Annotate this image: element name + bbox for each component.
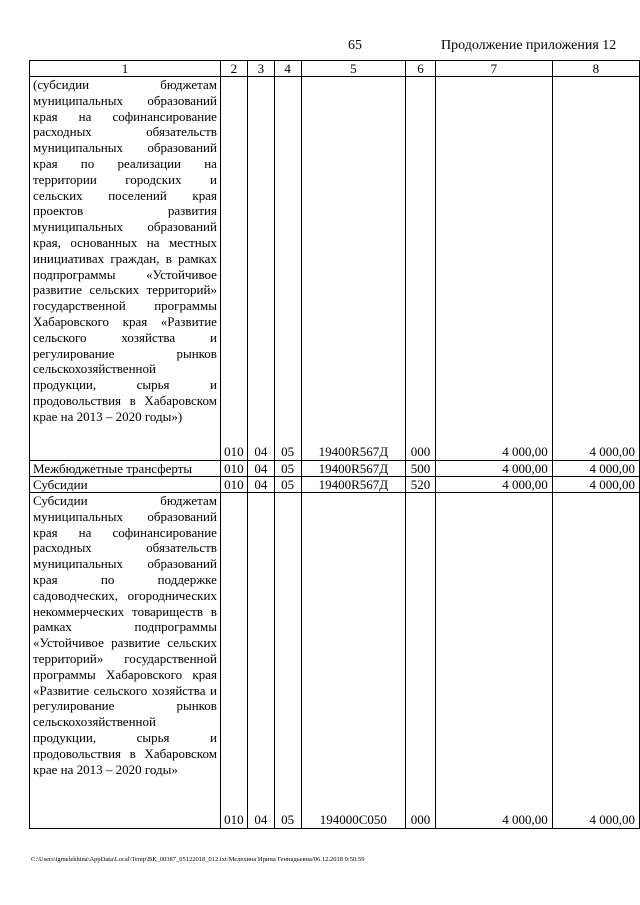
column-header: 2 bbox=[220, 61, 247, 77]
table-header-row bbox=[30, 61, 640, 77]
cell-target-article: 19400R567Д bbox=[301, 77, 405, 461]
cell-subsection: 05 bbox=[274, 77, 301, 461]
column-header: 7 bbox=[435, 61, 552, 77]
cell-expense-type: 520 bbox=[406, 477, 436, 493]
cell-amount: 4 000,00 bbox=[435, 461, 552, 477]
cell-amount: 4 000,00 bbox=[435, 493, 552, 829]
cell-section: 04 bbox=[247, 77, 274, 461]
row-description: (субсидии бюджетам муниципальных образований края на софинансирование расходных обязательств муниципальных образований края по реализации на территории городских и сельских поселений края проектов развития муниципальных образований края, основанных на местных инициативах граждан, в рамках подпрограммы «Устойчивое развитие сельских территорий» государственной программы Хабаровского края «Развитие сельского хозяйства и регулирование рынков сельскохозяйственной продукции, сырья и продовольствия в Хабаровском крае на 2013 – 2020 годы») bbox=[30, 77, 221, 461]
column-header: 6 bbox=[406, 61, 436, 77]
cell-amount: 4 000,00 bbox=[552, 477, 639, 493]
cell-section: 04 bbox=[247, 493, 274, 829]
table-row bbox=[30, 477, 640, 493]
cell-code: 010 bbox=[220, 477, 247, 493]
file-path-footer: C:\Users\igmelekhina\AppData\Local\Temp\ВК_00387_05122018_012.txt/Мелехина Ирина Геннадьевна/06.12.2018 9:50:59 bbox=[31, 856, 365, 863]
cell-target-article: 194000С050 bbox=[301, 493, 405, 829]
column-header: 5 bbox=[301, 61, 405, 77]
cell-amount: 4 000,00 bbox=[552, 461, 639, 477]
page-number: 65 bbox=[348, 38, 362, 53]
cell-target-article: 19400R567Д bbox=[301, 477, 405, 493]
cell-code: 010 bbox=[220, 77, 247, 461]
cell-section: 04 bbox=[247, 477, 274, 493]
cell-subsection: 05 bbox=[274, 461, 301, 477]
row-description: Субсидии бюджетам муниципальных образований края на софинансирование расходных обязательств муниципальных образований края по поддержке садоводческих, огороднических некоммерческих товариществ в рамках подпрограммы «Устойчивое развитие сельских территорий» государственной программы Хабаровского края «Развитие сельского хозяйства и регулирование рынков сельскохозяйственной продукции, сырья и продовольствия в Хабаровском крае на 2013 – 2020 годы» bbox=[30, 493, 221, 829]
cell-code: 010 bbox=[220, 461, 247, 477]
cell-section: 04 bbox=[247, 461, 274, 477]
cell-amount: 4 000,00 bbox=[435, 477, 552, 493]
cell-subsection: 05 bbox=[274, 493, 301, 829]
cell-expense-type: 000 bbox=[406, 77, 436, 461]
column-header: 8 bbox=[552, 61, 639, 77]
table-row bbox=[30, 77, 640, 461]
cell-subsection: 05 bbox=[274, 477, 301, 493]
column-header: 4 bbox=[274, 61, 301, 77]
cell-amount: 4 000,00 bbox=[435, 77, 552, 461]
row-description: Межбюджетные трансферты bbox=[30, 461, 221, 477]
column-header: 1 bbox=[30, 61, 221, 77]
table-row bbox=[30, 461, 640, 477]
row-description: Субсидии bbox=[30, 477, 221, 493]
cell-amount: 4 000,00 bbox=[552, 77, 639, 461]
column-header: 3 bbox=[247, 61, 274, 77]
appendix-continuation: Продолжение приложения 12 bbox=[441, 38, 617, 53]
cell-expense-type: 000 bbox=[406, 493, 436, 829]
budget-table bbox=[29, 60, 640, 829]
cell-expense-type: 500 bbox=[406, 461, 436, 477]
cell-amount: 4 000,00 bbox=[552, 493, 639, 829]
table-row bbox=[30, 493, 640, 829]
cell-code: 010 bbox=[220, 493, 247, 829]
cell-target-article: 19400R567Д bbox=[301, 461, 405, 477]
